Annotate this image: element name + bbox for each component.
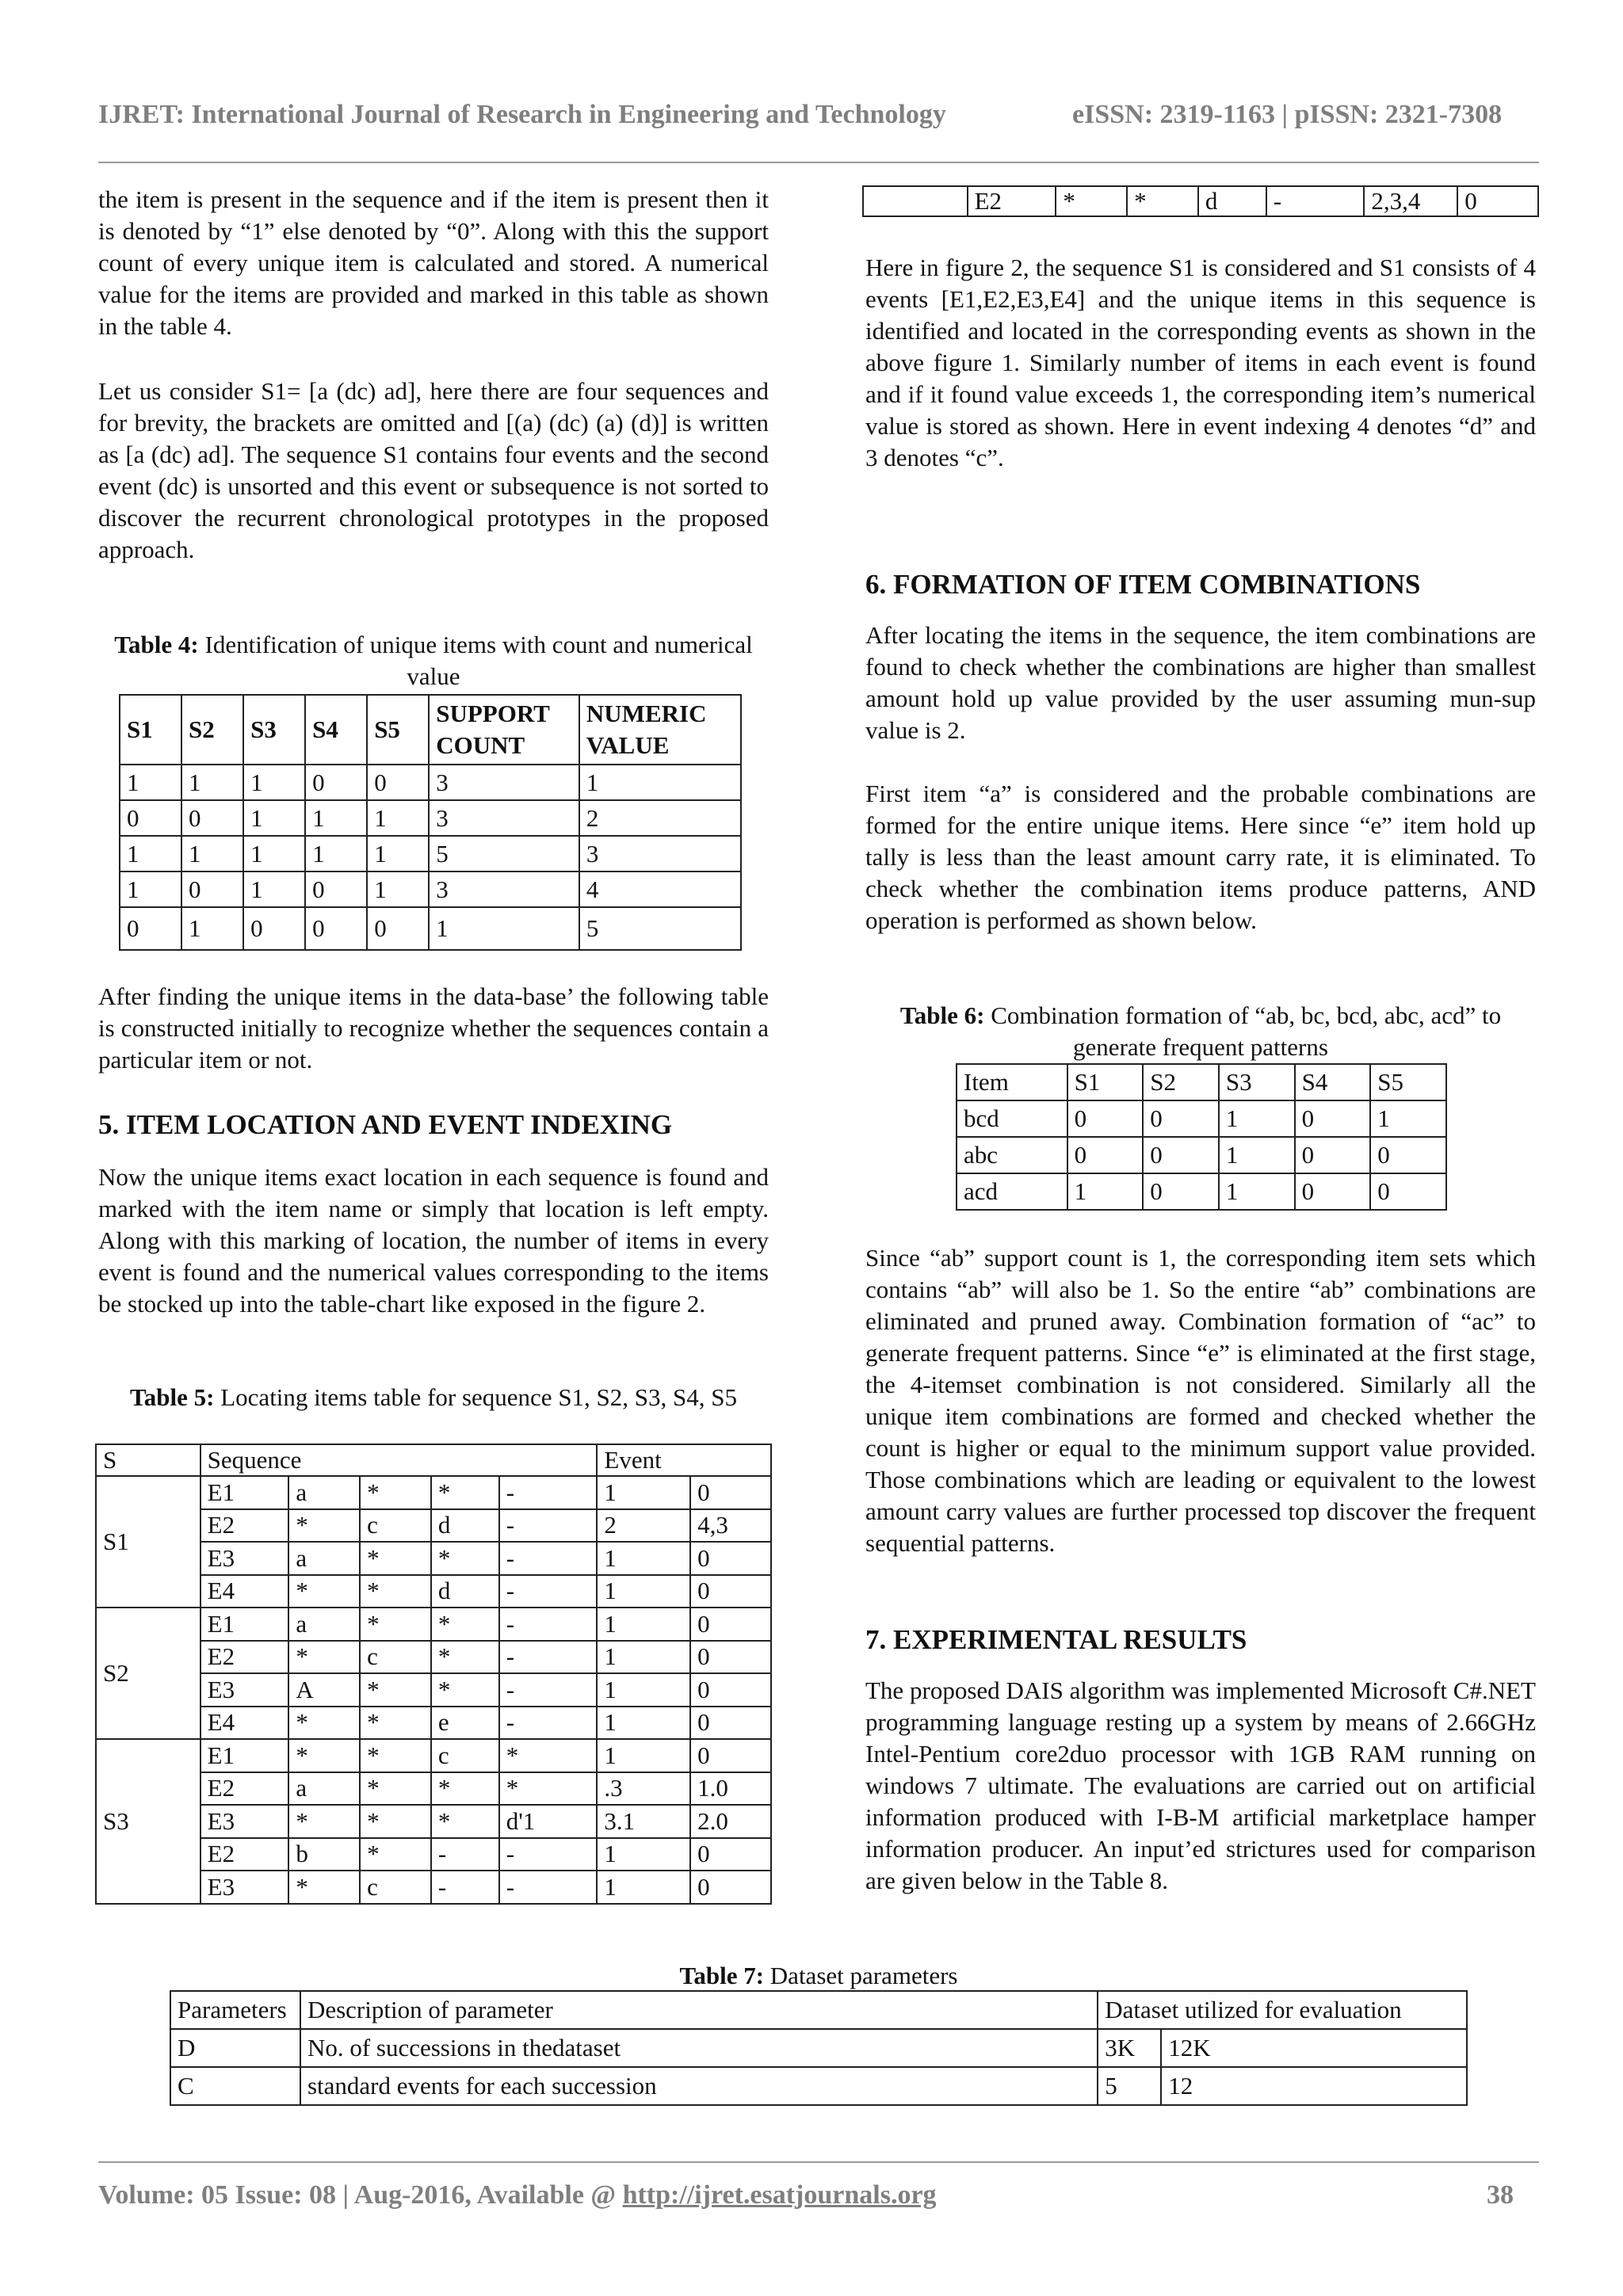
table4-header-cell: SUPPORT COUNT	[429, 695, 579, 765]
table5-row	[96, 1476, 771, 1509]
table4-cell: 5	[429, 836, 579, 871]
table7-caption: Table 7: Dataset parameters	[679, 1962, 958, 1989]
table5-cell: *	[431, 1772, 499, 1806]
table6-cell: 1	[1219, 1137, 1295, 1173]
table6-cell: 0	[1295, 1173, 1371, 1210]
table5-cell: *	[431, 1805, 499, 1838]
table5-cell: 1	[597, 1673, 690, 1707]
table5-cell: *	[288, 1641, 360, 1674]
table4-cell: 0	[243, 907, 305, 950]
table5-cell: c	[360, 1641, 431, 1674]
table7-row	[170, 2067, 1467, 2105]
footer-rule	[98, 2161, 1539, 2163]
table5-cell: 1	[597, 1608, 690, 1641]
table5-cell: 1	[597, 1838, 690, 1871]
table5-cell: d	[431, 1509, 499, 1543]
table4-cell: 3	[429, 871, 579, 907]
table5-cell: 3.1	[597, 1805, 690, 1838]
header-rule	[98, 162, 1539, 163]
table5-cell: 1	[597, 1641, 690, 1674]
table7-header-cell: Parameters	[170, 1991, 300, 2029]
table5-header-sequence: Sequence	[200, 1444, 598, 1476]
table7-cell: 12K	[1161, 2029, 1467, 2067]
table5-cell: 4,3	[690, 1509, 771, 1543]
table5-cell: A	[288, 1673, 360, 1707]
table6-cell: 0	[1067, 1100, 1144, 1137]
table5-cell: c	[431, 1739, 499, 1772]
table4-header-cell: S4	[305, 695, 367, 765]
table4-header-cell: S2	[181, 695, 243, 765]
table4-cell: 0	[367, 907, 429, 950]
table4-cell: 1	[579, 765, 741, 800]
table5-cell: 1	[597, 1871, 690, 1904]
table5-cell: -	[499, 1476, 598, 1509]
section-7-heading: 7. EXPERIMENTAL RESULTS	[865, 1624, 1247, 1655]
table7-cell: No. of successions in thedataset	[300, 2029, 1098, 2067]
table4-cell: 2	[579, 800, 741, 836]
table5-cell: -	[1266, 186, 1365, 216]
table5-cell: 1.0	[690, 1772, 771, 1806]
table5-cell: 0	[690, 1608, 771, 1641]
table6-cell: abc	[957, 1137, 1067, 1173]
table5-cell: *	[288, 1871, 360, 1904]
table5-cell	[863, 186, 968, 216]
table6-cell: 1	[1219, 1173, 1295, 1210]
table5-sequence-label: S2	[96, 1608, 200, 1739]
table7-cell: standard events for each succession	[300, 2067, 1098, 2105]
table4-row	[120, 907, 741, 950]
table6-row	[957, 1137, 1446, 1173]
table6-row	[957, 1173, 1446, 1210]
table5-cell: E2	[200, 1641, 289, 1674]
table5-cell: 2.0	[690, 1805, 771, 1838]
table5-cell: d	[1198, 186, 1266, 216]
right-paragraph-3: First item “a” is considered and the probable combinations are formed for the entire unique items. Here since “e” item hold up tally is less than the least amount carry rate, it is eliminated. To check whether the combination items produce patterns, AND operation is performed as shown below.	[865, 780, 1536, 934]
table7-cell: C	[170, 2067, 300, 2105]
issn: eISSN: 2319-1163 | pISSN: 2321-7308	[1072, 100, 1503, 129]
table5-cell: *	[431, 1641, 499, 1674]
table5-cell: -	[499, 1608, 598, 1641]
table5-cell: *	[360, 1772, 431, 1806]
table5-cell: -	[431, 1871, 499, 1904]
table6-cell: 0	[1143, 1100, 1219, 1137]
table5-cell: E1	[200, 1739, 289, 1772]
table6-header-cell: S3	[1219, 1064, 1295, 1100]
table5-cell: -	[499, 1673, 598, 1707]
journal-title: IJRET: International Journal of Research in Engineering and Technology	[98, 100, 946, 129]
table4-cell: 1	[305, 800, 367, 836]
table5-cell: 1	[597, 1707, 690, 1740]
table5-cell: -	[431, 1838, 499, 1871]
table5-cell: E3	[200, 1673, 289, 1707]
page-number: 38	[1487, 2180, 1514, 2210]
right-paragraph-1: Here in figure 2, the sequence S1 is considered and S1 consists of 4 events [E1,E2,E3,E4] and the unique items in this sequence is identified and located in the corresponding events as shown in the above figure 1. Similarly number of items in each event is found and if it found value exceeds 1, the corresponding item’s numerical value is stored as shown. Here in event indexing 4 denotes “d” and 3 denotes “c”.	[865, 254, 1536, 471]
table5-cell: 0	[690, 1641, 771, 1674]
table5-cell: 0	[690, 1739, 771, 1772]
table4-cell: 3	[579, 836, 741, 871]
table6-header-cell: S1	[1067, 1064, 1144, 1100]
table4-row	[120, 871, 741, 907]
table5-cell: 0	[690, 1575, 771, 1608]
table5-cell: E1	[200, 1476, 289, 1509]
table5	[95, 1444, 772, 1905]
table6	[956, 1063, 1447, 1211]
table5-cell: E3	[200, 1805, 289, 1838]
table5-cell: E3	[200, 1542, 289, 1575]
table5-cell: -	[499, 1575, 598, 1608]
table5-cell: *	[360, 1476, 431, 1509]
table4	[119, 694, 742, 951]
table7-cell: 3K	[1098, 2029, 1161, 2067]
table5-cell: a	[288, 1476, 360, 1509]
table6-header-row	[957, 1064, 1446, 1100]
table4-row	[120, 836, 741, 871]
table5-header-row	[96, 1444, 771, 1476]
table4-cell: 1	[367, 836, 429, 871]
table5-cell: a	[288, 1542, 360, 1575]
table4-cell: 1	[181, 836, 243, 871]
table5-cell: a	[288, 1772, 360, 1806]
table5-cell: -	[499, 1838, 598, 1871]
table4-cell: 0	[120, 800, 181, 836]
table5-cell: e	[431, 1707, 499, 1740]
table6-row	[957, 1100, 1446, 1137]
table5-cell: *	[499, 1772, 598, 1806]
table5-cell: 0	[690, 1871, 771, 1904]
table5-cell: -	[499, 1509, 598, 1543]
table6-cell: 0	[1067, 1137, 1144, 1173]
table4-cell: 0	[120, 907, 181, 950]
table5-header-event: Event	[597, 1444, 771, 1476]
table5-cell: E2	[968, 186, 1056, 216]
table5-cell: E4	[200, 1575, 289, 1608]
table4-header-cell: NUMERIC VALUE	[579, 695, 741, 765]
table6-cell: 1	[1067, 1173, 1144, 1210]
table6-cell: 0	[1295, 1100, 1371, 1137]
table6-cell: 1	[1219, 1100, 1295, 1137]
table5-sequence-label: S3	[96, 1739, 200, 1904]
table5-cell: 2,3,4	[1364, 186, 1457, 216]
table4-cell: 1	[305, 836, 367, 871]
table6-cell: 0	[1370, 1137, 1446, 1173]
table7-row	[170, 2029, 1467, 2067]
table5-cell: 0	[690, 1476, 771, 1509]
table4-cell: 1	[181, 907, 243, 950]
table4-cell: 3	[429, 800, 579, 836]
table4-cell: 0	[305, 765, 367, 800]
right-paragraph-2: After locating the items in the sequence, the item combinations are found to check whether the combinations are higher than smallest amount hold up value provided by the user assuming mun-sup value is 2.	[865, 621, 1536, 744]
table5-cell: *	[360, 1542, 431, 1575]
footer-volume: Volume: 05 Issue: 08 | Aug-2016, Available @ http://ijret.esatjournals.org	[98, 2180, 937, 2210]
table6-cell: 0	[1143, 1137, 1219, 1173]
table5-cell: *	[288, 1509, 360, 1543]
table4-cell: 1	[429, 907, 579, 950]
table5-continued-row	[862, 185, 1539, 217]
table5-cell: E3	[200, 1871, 289, 1904]
table5-cell: *	[431, 1673, 499, 1707]
table4-cell: 0	[305, 907, 367, 950]
table5-cell: b	[288, 1838, 360, 1871]
table6-cell: 1	[1370, 1100, 1446, 1137]
table5-cell: *	[288, 1805, 360, 1838]
table5-cell: E2	[200, 1509, 289, 1543]
table5-cell: 0	[690, 1542, 771, 1575]
table5-cell: d	[431, 1575, 499, 1608]
table4-header-cell: S3	[243, 695, 305, 765]
table4-header-cell: S1	[120, 695, 181, 765]
table7-header-row	[170, 1991, 1467, 2029]
table7-header-cell: Description of parameter	[300, 1991, 1098, 2029]
table5-cell: 1	[597, 1542, 690, 1575]
table7-header-cell: Dataset utilized for evaluation	[1098, 1991, 1467, 2029]
table5-cell: *	[360, 1575, 431, 1608]
table6-cell: bcd	[957, 1100, 1067, 1137]
table5-caption: Table 5: Locating items table for sequence S1, S2, S3, S4, S5	[129, 1383, 738, 1411]
table6-cell: acd	[957, 1173, 1067, 1210]
table5-cell: c	[360, 1871, 431, 1904]
table6-header-cell: S5	[1370, 1064, 1446, 1100]
table4-cell: 1	[243, 871, 305, 907]
table5-cell: *	[288, 1575, 360, 1608]
table5-cell: *	[1056, 186, 1127, 216]
table5-cell: 1	[597, 1739, 690, 1772]
table4-cell: 1	[181, 765, 243, 800]
table5-cell: 0	[690, 1838, 771, 1871]
table4-cell: 1	[367, 800, 429, 836]
table4-header-row	[120, 695, 741, 765]
table5-cell: *	[360, 1805, 431, 1838]
table5-cell: E4	[200, 1707, 289, 1740]
table6-cell: 0	[1370, 1173, 1446, 1210]
table4-cell: 1	[243, 800, 305, 836]
table4-cell: 1	[243, 836, 305, 871]
table5-cell: *	[1127, 186, 1198, 216]
table5-sequence-label: S1	[96, 1476, 200, 1608]
table4-row	[120, 800, 741, 836]
table5-cell: *	[499, 1739, 598, 1772]
table4-row	[120, 765, 741, 800]
section-5-heading: 5. ITEM LOCATION AND EVENT INDEXING	[98, 1109, 673, 1140]
table5-cell: E1	[200, 1608, 289, 1641]
section-6-heading: 6. FORMATION OF ITEM COMBINATIONS	[865, 569, 1421, 600]
table6-cell: 0	[1143, 1173, 1219, 1210]
table5-cell: *	[431, 1608, 499, 1641]
table5-cell: 0	[690, 1673, 771, 1707]
table4-cell: 1	[120, 871, 181, 907]
table5-cell: *	[360, 1673, 431, 1707]
table5-cell: *	[431, 1476, 499, 1509]
table6-cell: 0	[1295, 1137, 1371, 1173]
table5-cell: 1	[597, 1575, 690, 1608]
table5-cell: *	[360, 1739, 431, 1772]
table5-cell: 0	[690, 1707, 771, 1740]
table5-header-s: S	[96, 1444, 200, 1476]
table5-cell: -	[499, 1871, 598, 1904]
table6-caption: Table 6: Combination formation of “ab, bc, bcd, abc, acd” to generate frequent patterns	[899, 1001, 1502, 1061]
table5-cell: d'1	[499, 1805, 598, 1838]
table5-cell: *	[288, 1707, 360, 1740]
table5-cell: *	[288, 1739, 360, 1772]
table5-cell: -	[499, 1542, 598, 1575]
table5-cell: E2	[200, 1772, 289, 1806]
table5-cell: 0	[1457, 186, 1538, 216]
table5-cell: *	[360, 1838, 431, 1871]
table5-cell: a	[288, 1608, 360, 1641]
table5-cell: 1	[597, 1476, 690, 1509]
table7-cell: D	[170, 2029, 300, 2067]
table5-row	[863, 186, 1538, 216]
left-paragraph-3: After finding the unique items in the data-base’ the following table is constructed initially to recognize whether the sequences contain a particular item or not.	[98, 982, 769, 1074]
table4-cell: 1	[367, 871, 429, 907]
table4-cell: 4	[579, 871, 741, 907]
footer-link[interactable]: http://ijret.esatjournals.org	[622, 2180, 937, 2210]
table4-cell: 1	[120, 836, 181, 871]
table4-cell: 0	[305, 871, 367, 907]
table5-cell: *	[431, 1542, 499, 1575]
table5-cell: c	[360, 1509, 431, 1543]
table5-cell: E2	[200, 1838, 289, 1871]
table4-caption: Table 4: Identification of unique items with count and numerical value	[114, 631, 753, 690]
table4-cell: 3	[429, 765, 579, 800]
table7-cell: 12	[1161, 2067, 1467, 2105]
table6-header-cell: Item	[957, 1064, 1067, 1100]
left-paragraph-4: Now the unique items exact location in each sequence is found and marked with the item name or simply that location is left empty. Along with this marking of location, the number of items in every event is found and the numerical values corresponding to the items be stocked up into the table-chart like exposed in the figure 2.	[98, 1163, 769, 1318]
right-paragraph-5: The proposed DAIS algorithm was implemented Microsoft C#.NET programming language resting up a system by means of 2.66GHz Intel-Pentium core2duo processor with 1GB RAM running on windows 7 ultimate. The evaluations are carried out on artificial information produced with I-B-M artificial marketplace hamper information producer. An input’ed strictures used for comparison are given below in the Table 8.	[865, 1676, 1536, 1894]
table4-header-cell: S5	[367, 695, 429, 765]
left-paragraph-1: the item is present in the sequence and if the item is present then it is denoted by “1” else denoted by “0”. Along with this the support count of every unique item is calculated and stored. A numerical value for the items are provided and marked in this table as shown in the table 4.	[98, 185, 769, 340]
left-paragraph-2: Let us consider S1= [a (dc) ad], here there are four sequences and for brevity, the brackets are omitted and [(a) (dc) (a) (d)] is written as [a (dc) ad]. The sequence S1 contains four events and the second event (dc) is unsorted and this event or subsequence is not sorted to discover the recurrent chronological prototypes in the proposed approach.	[98, 377, 769, 563]
table5-cell: *	[360, 1608, 431, 1641]
table6-header-cell: S4	[1295, 1064, 1371, 1100]
right-paragraph-4: Since “ab” support count is 1, the corresponding item sets which contains “ab” will also be 1. So the entire “ab” combinations are eliminated and pruned away. Combination formation of “ac” to generate frequent patterns. Since “e” is eliminated at the first stage, the 4-itemset combination is not considered. Similarly all the unique item combinations are formed and checked whether the count is higher or equal to the minimum support value provided. Those combinations which are leading or equivalent to the lowest amount carry values are further processed top discover the frequent sequential patterns.	[865, 1244, 1536, 1557]
table7-cell: 5	[1098, 2067, 1161, 2105]
table5-row	[96, 1608, 771, 1641]
table4-cell: 5	[579, 907, 741, 950]
table4-cell: 0	[181, 871, 243, 907]
table5-cell: .3	[597, 1772, 690, 1806]
table4-cell: 1	[120, 765, 181, 800]
table5-cell: -	[499, 1707, 598, 1740]
table5-cell: -	[499, 1641, 598, 1674]
table5-row	[96, 1739, 771, 1772]
table6-header-cell: S2	[1143, 1064, 1219, 1100]
table4-cell: 0	[367, 765, 429, 800]
table5-cell: 2	[597, 1509, 690, 1543]
table4-cell: 0	[181, 800, 243, 836]
table5-cell: *	[360, 1707, 431, 1740]
table4-cell: 1	[243, 765, 305, 800]
table7	[170, 1990, 1468, 2106]
